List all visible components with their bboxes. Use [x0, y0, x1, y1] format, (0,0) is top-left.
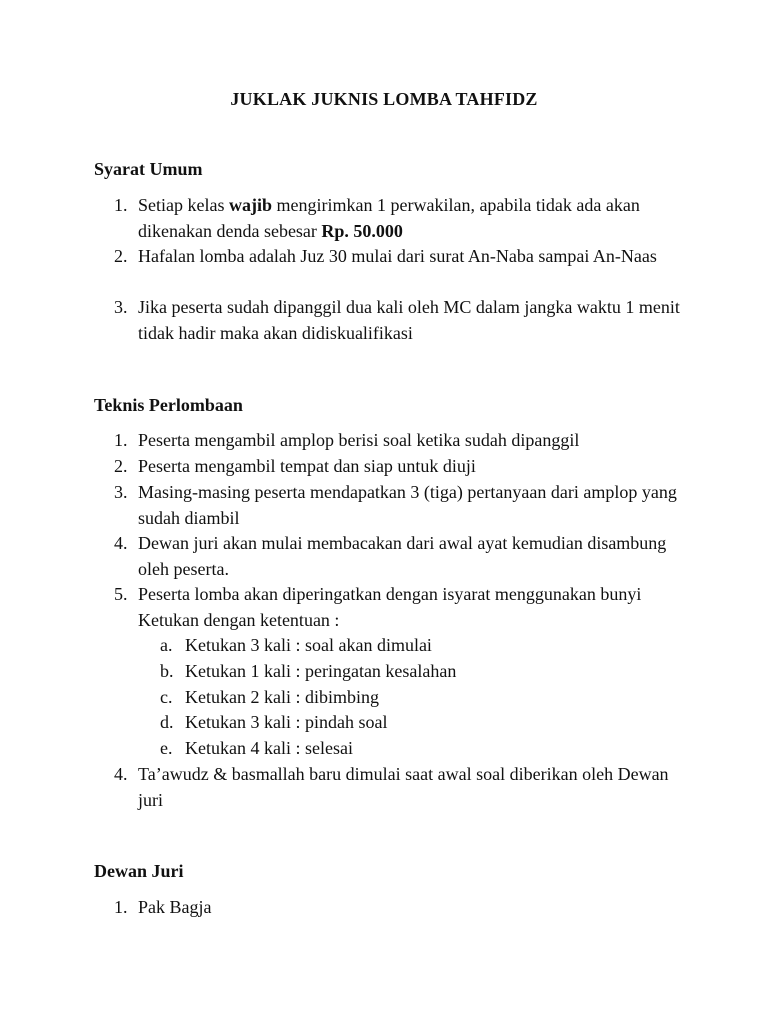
sublist-letter: a. [160, 635, 173, 655]
list-number: 5. [114, 584, 128, 604]
syarat-umum-item-2 [114, 244, 694, 270]
sublist-item-text: Ketukan 3 kali : soal akan dimulai [185, 635, 432, 655]
section-heading-teknis-perlombaan: Teknis Perlombaan [94, 395, 243, 415]
list-number: 4. [114, 764, 128, 784]
list-item-text: Jika peserta sudah dipanggil dua kali oleh MC dalam jangka waktu 1 menit tidak hadir maka akan didiskualifikasi [138, 297, 680, 343]
list-number: 2. [114, 456, 128, 476]
ketukan-subitem-b [160, 659, 456, 685]
ketukan-subitem-c [160, 685, 379, 711]
section-heading-syarat-umum: Syarat Umum [94, 159, 203, 179]
list-number: 1. [114, 430, 128, 450]
ketukan-subitem-a [160, 633, 432, 659]
list-number: 2. [114, 246, 128, 266]
document-title: JUKLAK JUKNIS LOMBA TAHFIDZ [230, 89, 538, 109]
teknis-item-1 [114, 428, 694, 454]
list-item-text: Hafalan lomba adalah Juz 30 mulai dari surat An-Naba sampai An-Naas [138, 246, 657, 266]
list-item-text: Ta’awudz & basmallah baru dimulai saat awal soal diberikan oleh Dewan juri [138, 764, 669, 810]
sublist-item-text: Ketukan 4 kali : selesai [185, 738, 353, 758]
teknis-item-6 [114, 762, 694, 813]
sublist-letter: d. [160, 712, 174, 732]
teknis-item-5 [114, 582, 694, 633]
teknis-item-3 [114, 480, 694, 531]
teknis-item-2 [114, 454, 694, 480]
list-item-text: Setiap kelas wajib mengirimkan 1 perwakilan, apabila tidak ada akan dikenakan denda sebesar Rp. 50.000 [138, 195, 640, 241]
sublist-letter: e. [160, 738, 173, 758]
dewan-juri-item-1 [114, 895, 694, 921]
ketukan-subitem-d [160, 710, 387, 736]
list-number: 3. [114, 482, 128, 502]
syarat-umum-item-1 [114, 193, 694, 244]
list-item-text: Peserta lomba akan diperingatkan dengan isyarat menggunakan bunyi Ketukan dengan ketentuan : [138, 584, 642, 630]
list-item-text: Dewan juri akan mulai membacakan dari awal ayat kemudian disambung oleh peserta. [138, 533, 667, 579]
teknis-item-4 [114, 531, 694, 582]
list-item-text: Masing-masing peserta mendapatkan 3 (tiga) pertanyaan dari amplop yang sudah diambil [138, 482, 677, 528]
sublist-item-text: Ketukan 3 kali : pindah soal [185, 712, 388, 732]
list-number: 1. [114, 897, 128, 917]
bold-denda-amount: Rp. 50.000 [321, 220, 403, 241]
list-item-text: Peserta mengambil amplop berisi soal ketika sudah dipanggil [138, 430, 580, 450]
list-item-text: Peserta mengambil tempat dan siap untuk diuji [138, 456, 476, 476]
sublist-letter: c. [160, 687, 173, 707]
sublist-item-text: Ketukan 1 kali : peringatan kesalahan [185, 661, 457, 681]
list-number: 4. [114, 533, 128, 553]
list-number: 3. [114, 297, 128, 317]
sublist-letter: b. [160, 661, 174, 681]
list-number: 1. [114, 195, 128, 215]
ketukan-subitem-e [160, 736, 353, 762]
section-heading-dewan-juri: Dewan Juri [94, 861, 184, 881]
list-item-text: Pak Bagja [138, 897, 212, 917]
syarat-umum-item-3 [114, 295, 694, 346]
bold-wajib: wajib [228, 195, 272, 215]
sublist-item-text: Ketukan 2 kali : dibimbing [185, 687, 379, 707]
